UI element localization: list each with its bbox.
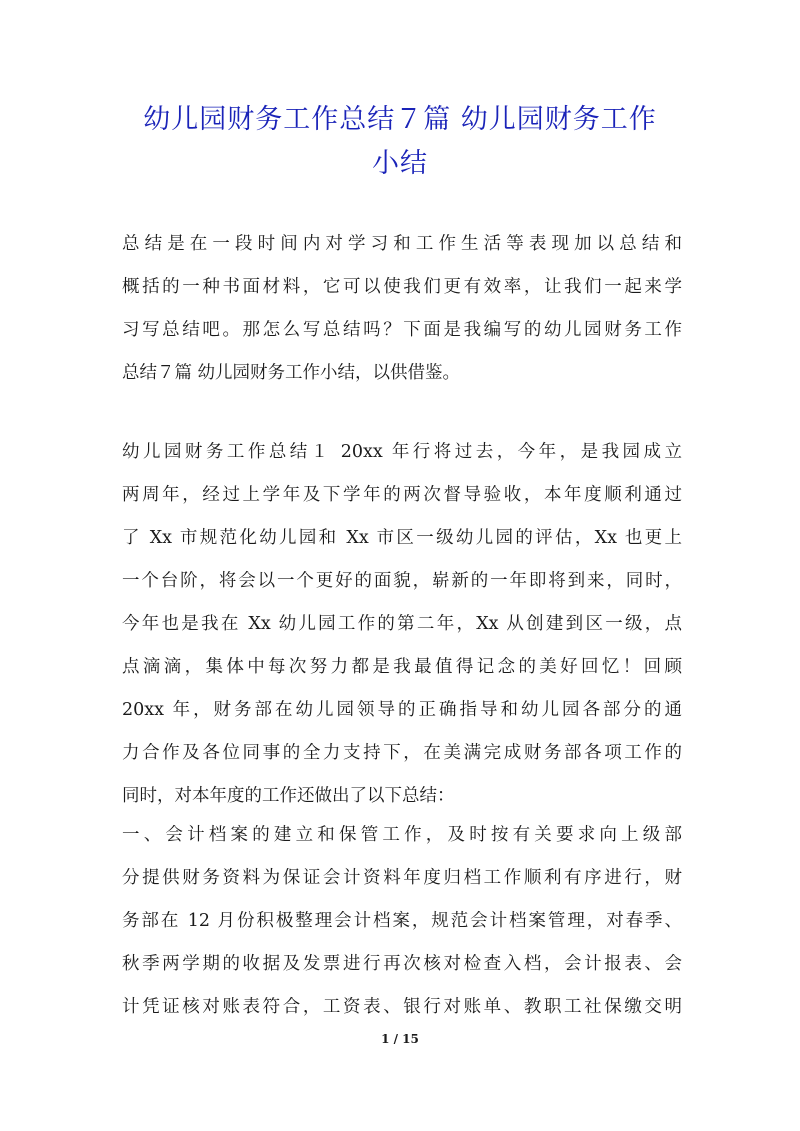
section-2-line: 分提供财务资料为保证会计资料年度归档工作顺利有序进行，财 <box>122 868 682 888</box>
section-1-line: 20xx 年，财务部在幼儿园领导的正确指导和幼儿园各部分的通 <box>122 700 682 720</box>
document-title-line-1: 幼儿园财务工作总结７篇 幼儿园财务工作 <box>143 104 657 135</box>
document-title-line-2: 小结 <box>372 148 428 179</box>
section-1-line: 了 Xx 市规范化幼儿园和 Xx 市区一级幼儿园的评估，Xx 也更上 <box>122 528 682 548</box>
section-1-line: 一个台阶，将会以一个更好的面貌，崭新的一年即将到来，同时， <box>122 571 682 591</box>
section-1-line: 今年也是我在 Xx 幼儿园工作的第二年，Xx 从创建到区一级，点 <box>122 614 682 634</box>
page-number: 1 / 15 <box>381 1032 419 1046</box>
section-1-line: 同时，对本年度的工作还做出了以下总结： <box>122 786 455 806</box>
intro-line: 总结是在一段时间内对学习和工作生活等表现加以总结和 <box>122 234 682 254</box>
section-2-line: 秋季两学期的收据及发票进行再次核对检查入档，会计报表、会 <box>122 954 682 974</box>
document-title <box>100 98 700 186</box>
section-1-line: 力合作及各位同事的全力支持下，在美满完成财务部各项工作的 <box>122 743 682 763</box>
intro-line: 总结７篇 幼儿园财务工作小结，以供借鉴。 <box>122 363 461 383</box>
intro-line: 习写总结吧。那怎么写总结吗？下面是我编写的幼儿园财务工作 <box>122 320 682 340</box>
section-2-line: 一、会计档案的建立和保管工作，及时按有关要求向上级部 <box>122 825 682 845</box>
section-1-line: 点滴滴，集体中每次努力都是我最值得记念的美好回忆！回顾 <box>122 657 682 677</box>
section-1-line: 两周年，经过上学年及下学年的两次督导验收，本年度顺利通过 <box>122 485 682 505</box>
section-2-line: 务部在 12 月份积极整理会计档案，规范会计档案管理，对春季、 <box>122 911 682 931</box>
intro-line: 概括的一种书面材料，它可以使我们更有效率，让我们一起来学 <box>122 277 682 297</box>
section-2-line: 计凭证核对账表符合，工资表、银行对账单、教职工社保缴交明 <box>122 997 682 1017</box>
section-1-line: 幼儿园财务工作总结１ 20xx 年行将过去，今年，是我园成立 <box>122 442 682 462</box>
